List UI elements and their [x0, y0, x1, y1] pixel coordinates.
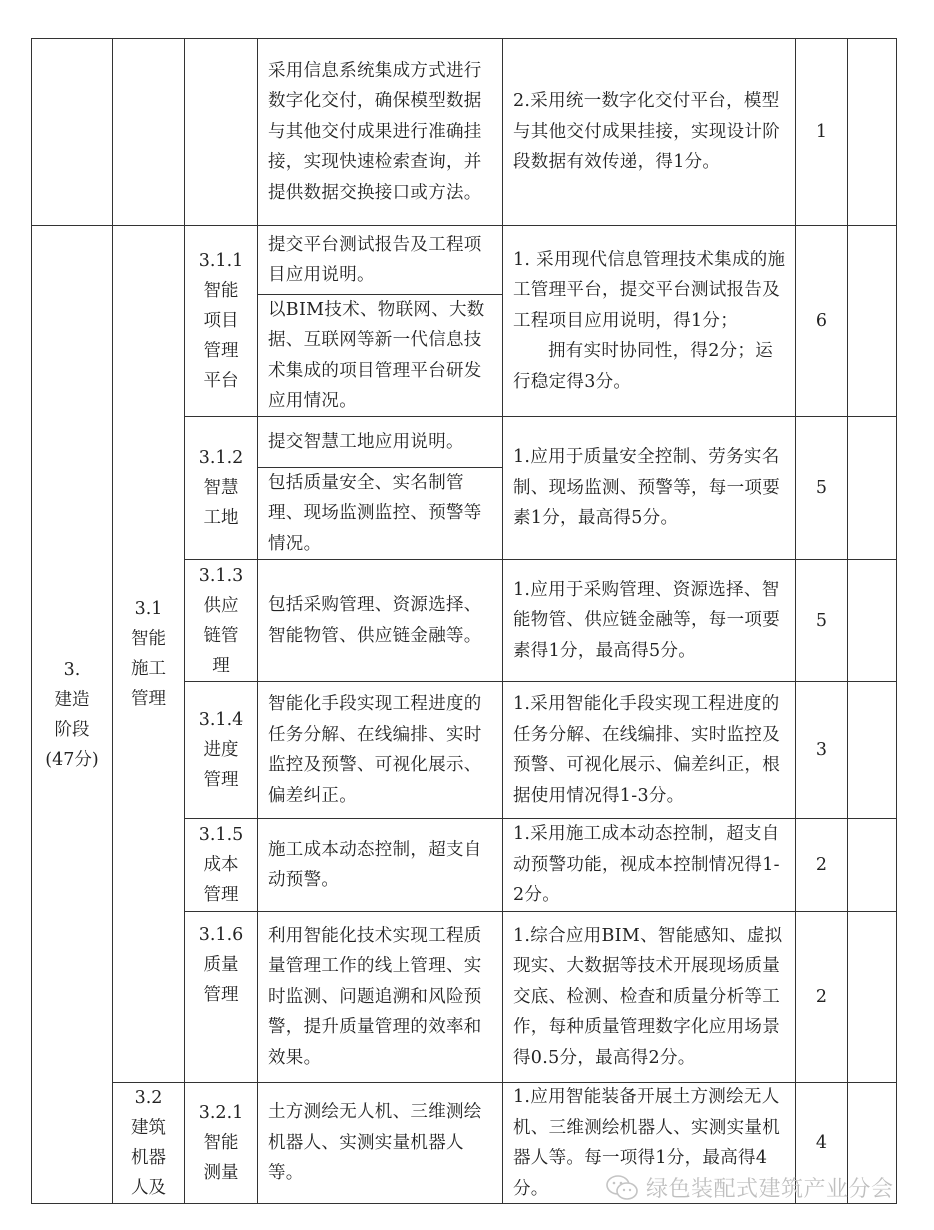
item-name: 供应链管理 — [203, 595, 239, 676]
item-criteria-cell — [503, 226, 795, 416]
item-content-text: 以BIM技术、物联网、大数据、互联网等新一代信息技术集成的项目管理平台研发应用情况。 — [268, 299, 485, 411]
group-3-2-cell — [113, 1083, 184, 1203]
item-name: 智能项目管理平台 — [203, 281, 239, 391]
item-score: 6 — [815, 311, 828, 331]
item-content-b — [258, 468, 502, 559]
item-content-text: 提交平台测试报告及工程项目应用说明。 — [268, 234, 482, 285]
item-score: 5 — [815, 478, 828, 498]
prev-criteria: 2.采用统一数字化交付平台，模型与其他交付成果挂接，实现设计阶段数据有效传递，得1分。 — [513, 91, 780, 173]
prev-criteria-cell — [503, 39, 795, 225]
item-score-cell — [796, 226, 847, 416]
item-name: 智慧工地 — [203, 478, 239, 528]
item-code: 3.1.5 — [198, 825, 244, 845]
item-score: 3 — [815, 740, 828, 760]
item-score: 4 — [815, 1133, 828, 1153]
item-criteria: 1.应用于采购管理、资源选择、智能物管、供应链金融等，每一项要素得1分，最高得5分。 — [513, 579, 780, 661]
col-divider — [847, 38, 848, 1203]
item-code: 3.1.1 — [198, 251, 244, 271]
item-criteria-cell — [503, 560, 795, 681]
item-content-text: 提交智慧工地应用说明。 — [268, 431, 464, 452]
item-label-cell — [185, 912, 257, 1082]
item-score: 2 — [815, 855, 828, 875]
item-content-cell — [258, 682, 502, 818]
item-content-text: 智能化手段实现工程进度的任务分解、在线编排、实时监控及预警、可视化展示、偏差纠正。 — [268, 694, 482, 806]
item-code: 3.1.4 — [198, 710, 244, 730]
group-3-2-number: 3.2 — [134, 1088, 163, 1108]
group-3-1-cell — [113, 226, 184, 1082]
prev-score: 1 — [815, 122, 828, 142]
item-score: 2 — [815, 987, 828, 1007]
item-criteria: 1.应用智能装备开展土方测绘无人机、三维测绘机器人、实测实量机器人等。每一项得1分，最高得4分。 — [513, 1087, 780, 1199]
watermark — [604, 1172, 894, 1203]
item-content-cell — [258, 560, 502, 681]
item-score-cell — [796, 912, 847, 1082]
item-content-cell — [258, 1083, 502, 1203]
item-name: 智能测量 — [203, 1133, 239, 1183]
item-label-cell — [185, 819, 257, 911]
group-3-2-name: 建筑机器人及 — [131, 1118, 166, 1198]
item-content-text: 包括采购管理、资源选择、智能物管、供应链金融等。 — [268, 595, 482, 646]
item-criteria: 1.应用于质量安全控制、劳务实名制、现场监测、预警等，每一项要素1分，最高得5分。 — [513, 447, 780, 529]
item-content-text: 施工成本动态控制，超支自动预警。 — [268, 839, 482, 890]
item-score-cell — [796, 682, 847, 818]
item-content-b — [258, 295, 502, 416]
group-3-1-name: 智能施工管理 — [131, 629, 166, 709]
item-score-cell — [796, 819, 847, 911]
item-name: 成本管理 — [203, 855, 239, 905]
prev-score-cell — [796, 39, 847, 225]
item-criteria-cell — [503, 417, 795, 559]
item-criteria-cell — [503, 819, 795, 911]
item-criteria: 1.采用智能化手段实现工程进度的任务分解、在线编排、实时监控及预警、可视化展示、偏差纠正，根据使用情况得1-3分。 — [513, 694, 780, 806]
item-score-cell — [796, 560, 847, 681]
stage-cell — [32, 226, 112, 1203]
item-criteria-cell — [503, 912, 795, 1082]
stage-points: (47分) — [45, 749, 99, 770]
item-content-text: 包括质量安全、实名制管理、现场监测监控、预警等情况。 — [268, 472, 482, 554]
item-label-cell — [185, 1083, 257, 1203]
stage-number: 3. — [63, 659, 81, 680]
prev-content: 采用信息系统集成方式进行数字化交付，确保模型数据与其他交付成果进行准确挂接，实现快速检索查询，并提供数据交换接口或方法。 — [268, 60, 482, 203]
item-criteria: 1. 采用现代信息管理技术集成的施工管理平台，提交平台测试报告及工程项目应用说明，得1分； — [513, 249, 786, 331]
item-content-text: 利用智能化技术实现工程质量管理工作的线上管理、实时监测、问题追溯和风险预警，提升质量管理的效率和效果。 — [268, 925, 482, 1068]
item-content-a — [258, 226, 502, 294]
item-code: 3.2.1 — [198, 1103, 244, 1123]
item-content-a — [258, 417, 502, 467]
item-label-cell — [185, 682, 257, 818]
item-criteria-2: 拥有实时协同性，得2分；运行稳定得3分。 — [513, 341, 774, 392]
item-code: 3.1.2 — [198, 448, 244, 468]
item-content-cell — [258, 819, 502, 911]
item-criteria-cell — [503, 682, 795, 818]
item-code: 3.1.6 — [198, 925, 244, 945]
prev-content-cell — [258, 39, 502, 225]
item-code: 3.1.3 — [198, 565, 244, 586]
item-score-cell — [796, 417, 847, 559]
item-content-text: 土方测绘无人机、三维测绘机器人、实测实量机器人等。 — [268, 1102, 482, 1184]
group-3-1-number: 3.1 — [134, 599, 163, 619]
wechat-icon — [604, 1174, 640, 1202]
watermark-text: 绿色装配式建筑产业分会 — [646, 1177, 894, 1202]
item-name: 质量管理 — [203, 955, 239, 1005]
item-label-cell — [185, 417, 257, 559]
col-divider — [896, 38, 897, 1203]
item-criteria: 1.采用施工成本动态控制，超支自动预警功能，视成本控制情况得1-2分。 — [513, 824, 780, 906]
stage-name: 建造阶段 — [54, 689, 90, 740]
item-label-cell — [185, 226, 257, 416]
item-name: 进度管理 — [203, 740, 239, 790]
item-score: 5 — [815, 610, 828, 631]
item-content-cell — [258, 912, 502, 1082]
item-label-cell — [185, 560, 257, 681]
item-criteria: 1.综合应用BIM、智能感知、虚拟现实、大数据等技术开展现场质量交底、检测、检查和质量分析等工作，每种质量管理数字化应用场景得0.5分，最高得2分。 — [513, 925, 783, 1068]
